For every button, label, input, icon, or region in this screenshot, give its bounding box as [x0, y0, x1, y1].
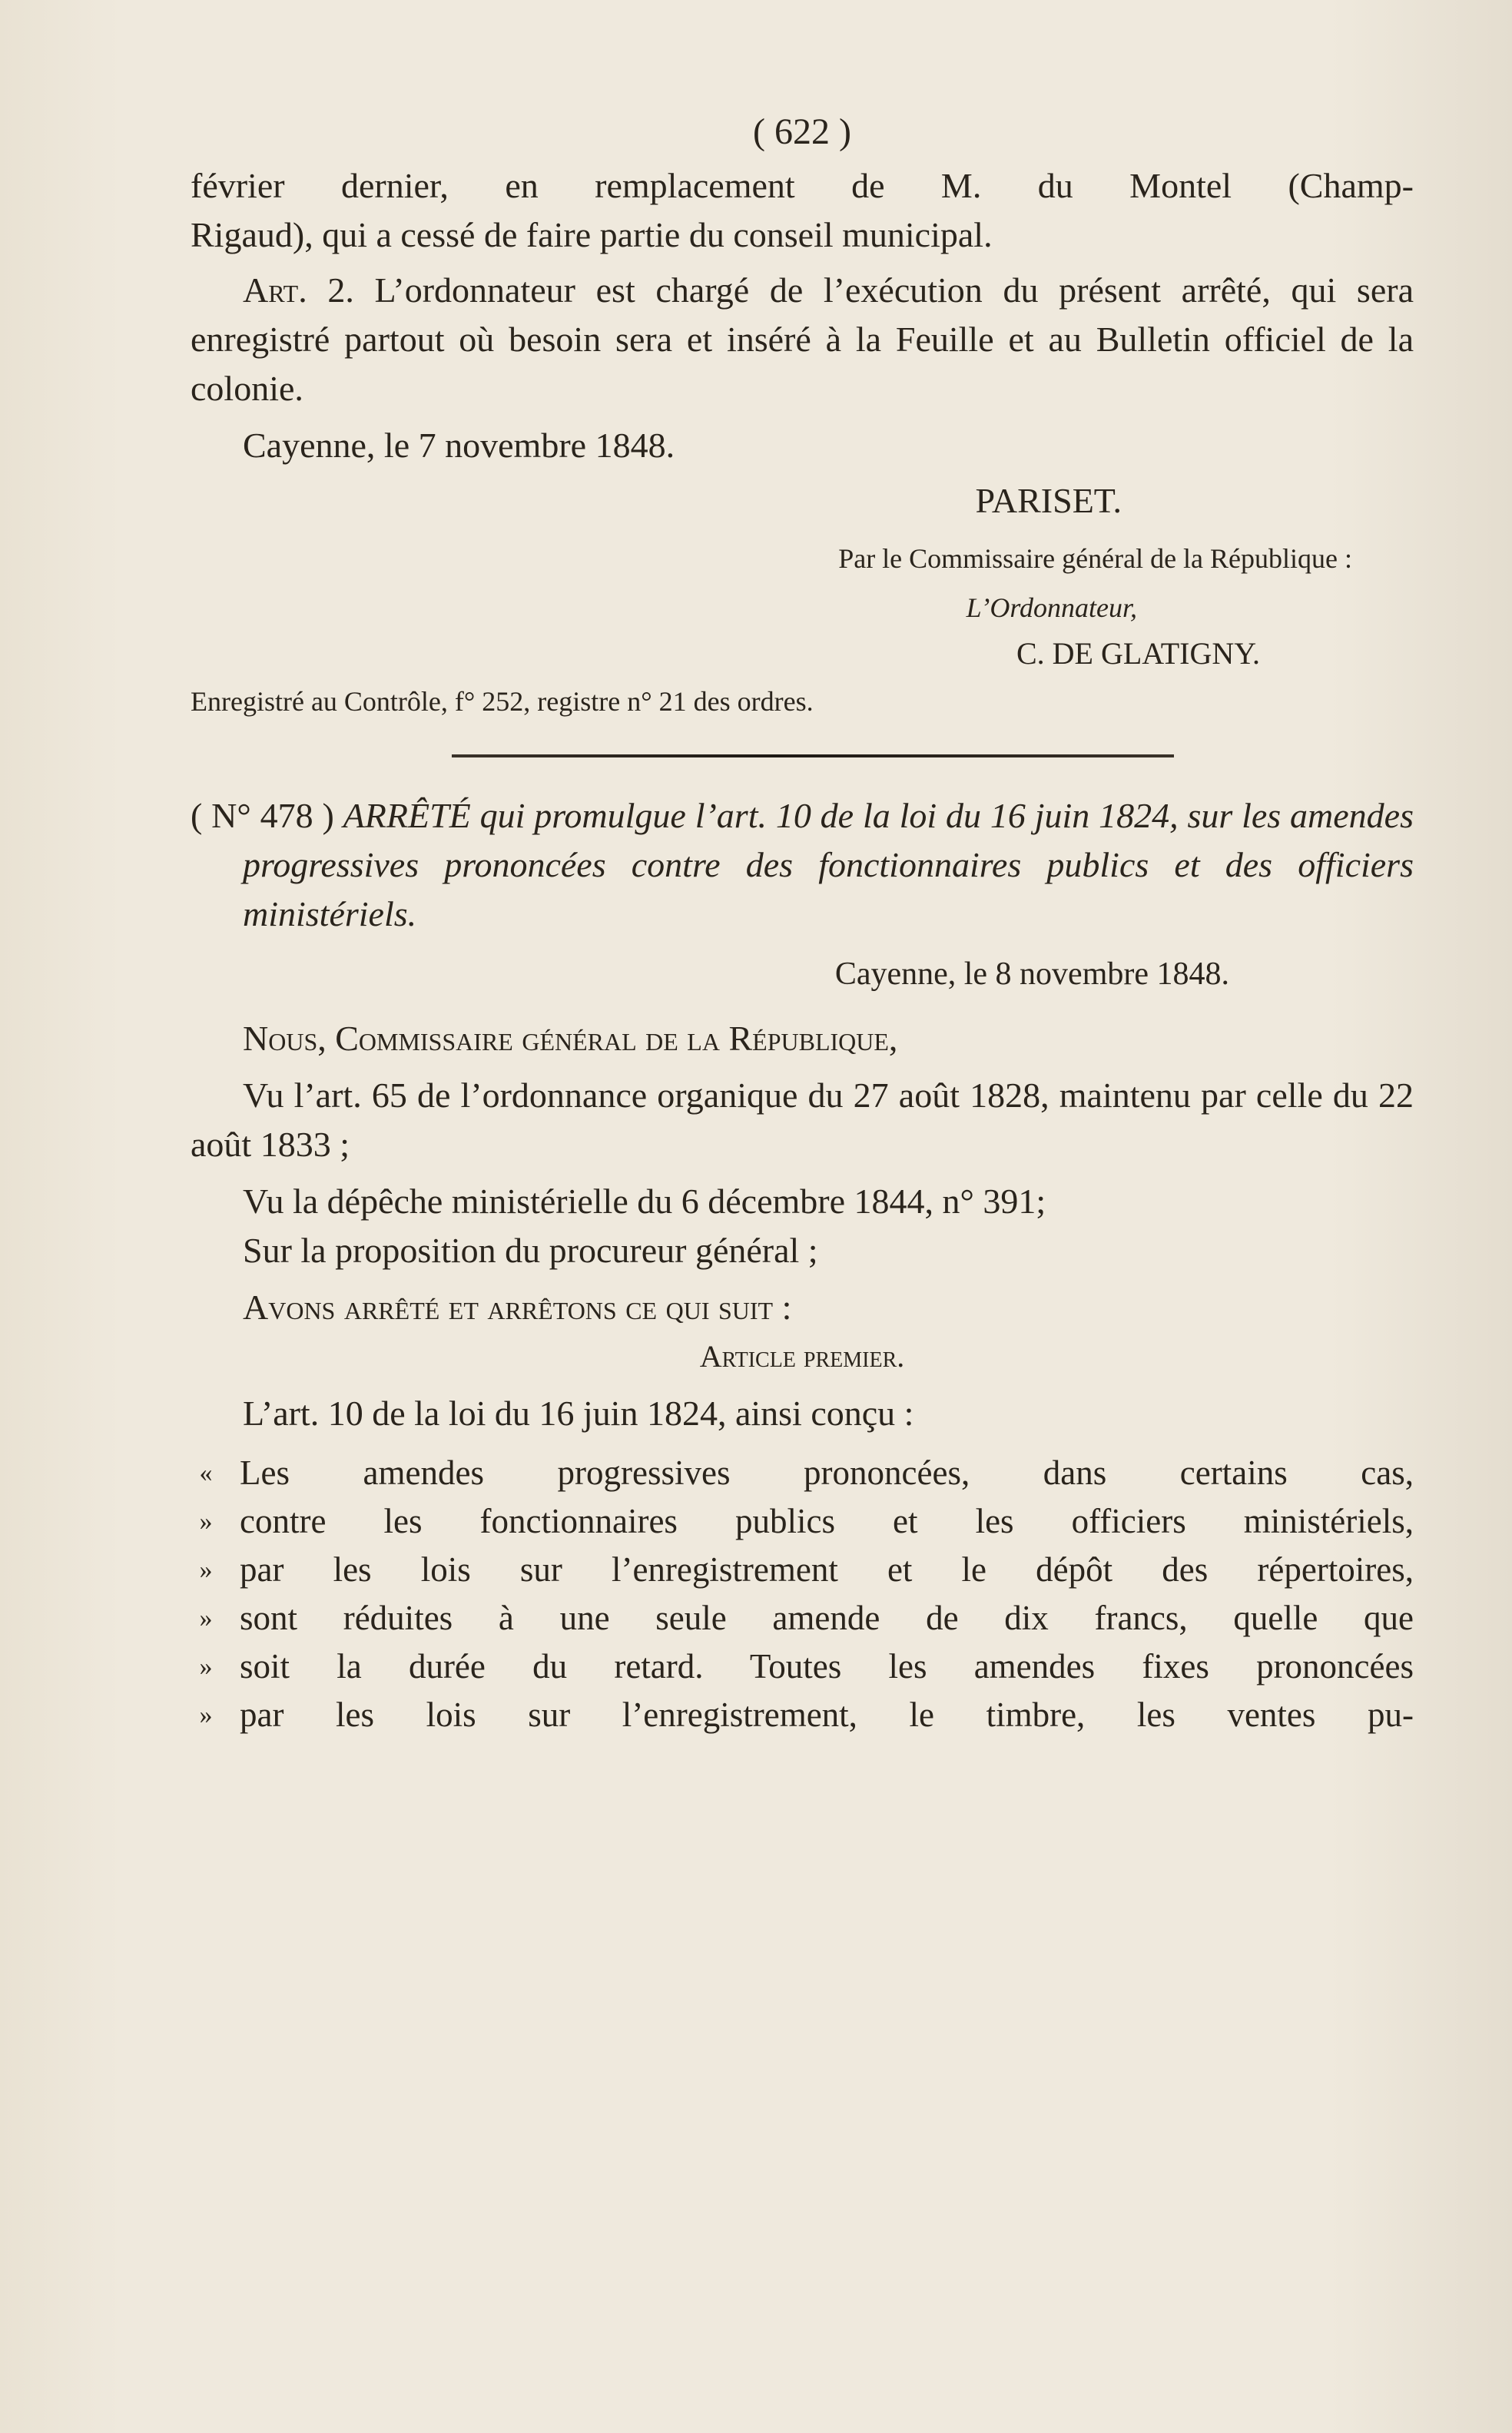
quote-line	[191, 1546, 1414, 1594]
article-intro: L’art. 10 de la loi du 16 juin 1824, ainsi conçu :	[243, 1394, 914, 1433]
countersignature: C. DE GLATIGNY.	[1016, 636, 1260, 671]
recital-2: Vu la dépêche ministérielle du 6 décembre 1844, n° 391;	[243, 1182, 1046, 1221]
article-heading: Article premier.	[699, 1339, 905, 1374]
quote-line-text: contre les fonctionnaires publics et les officiers ministériels,	[240, 1502, 1414, 1540]
text-column	[191, 108, 1414, 1739]
quote-line-text: Les amendes progressives prononcées, dans certains cas,	[240, 1454, 1414, 1492]
quote-mark: »	[199, 1701, 213, 1729]
quote-mark: «	[199, 1459, 213, 1487]
article-2-text: L’ordonnateur est chargé de l’exécution du présent arrêté, qui sera enregistré partout où besoin sera et inséré à la Feuille et au Bulletin officiel de la colonie.	[191, 270, 1414, 408]
quote-line	[191, 1449, 1414, 1497]
recital-3: Sur la proposition du procureur général ;	[243, 1231, 818, 1270]
decree-number: ( N° 478 )	[191, 796, 334, 835]
role-line: L’Ordonnateur,	[966, 592, 1137, 623]
decree-title-rest: qui promulgue l’art. 10 de la loi du 16 juin 1824, sur les amendes progressives prononcées contre des fonctionnaires publics et des officiers ministériels.	[243, 796, 1414, 933]
recital-1: Vu l’art. 65 de l’ordonnance organique du 27 août 1828, maintenu par celle du 22 août 1833 ;	[191, 1076, 1414, 1164]
section-divider	[452, 754, 1174, 757]
article-2	[191, 266, 1414, 413]
decree-title-main: ARRÊTÉ	[343, 796, 471, 835]
page-number: ( 622 )	[753, 111, 851, 152]
article-2-label: Art. 2.	[243, 270, 354, 310]
quote-mark: »	[199, 1556, 213, 1584]
decree-title	[191, 791, 1414, 939]
by-line: Par le Commissaire général de la République :	[838, 543, 1352, 574]
preamble: Nous, Commissaire général de la République,	[243, 1019, 898, 1058]
quote-line	[191, 1642, 1414, 1691]
quote-mark: »	[199, 1604, 213, 1632]
quote-line	[191, 1691, 1414, 1739]
quote-line	[191, 1594, 1414, 1642]
signature: PARISET.	[975, 481, 1122, 520]
continuation-line-2: Rigaud), qui a cessé de faire partie du conseil municipal.	[191, 215, 993, 254]
quoted-law	[191, 1449, 1414, 1739]
decree-place-date: Cayenne, le 8 novembre 1848.	[834, 956, 1229, 992]
enacting-clause: Avons arrêté et arrêtons ce qui suit :	[243, 1288, 792, 1327]
registration-note: Enregistré au Contrôle, f° 252, registre n° 21 des ordres.	[191, 686, 814, 717]
quote-line	[191, 1497, 1414, 1546]
continuation-line-1: février dernier, en remplacement de M. du Montel (Champ-	[191, 166, 1414, 205]
quote-mark: »	[199, 1507, 213, 1536]
quote-line-text: soit la durée du retard. Toutes les amendes fixes prononcées	[240, 1647, 1414, 1686]
quote-line-text: sont réduites à une seule amende de dix francs, quelle que	[240, 1599, 1414, 1637]
dateline: Cayenne, le 7 novembre 1848.	[243, 426, 675, 465]
quote-line-text: par les lois sur l’enregistrement, le timbre, les ventes pu-	[240, 1695, 1414, 1734]
quote-mark: »	[199, 1652, 213, 1681]
quote-line-text: par les lois sur l’enregistrement et le dépôt des répertoires,	[240, 1550, 1414, 1589]
